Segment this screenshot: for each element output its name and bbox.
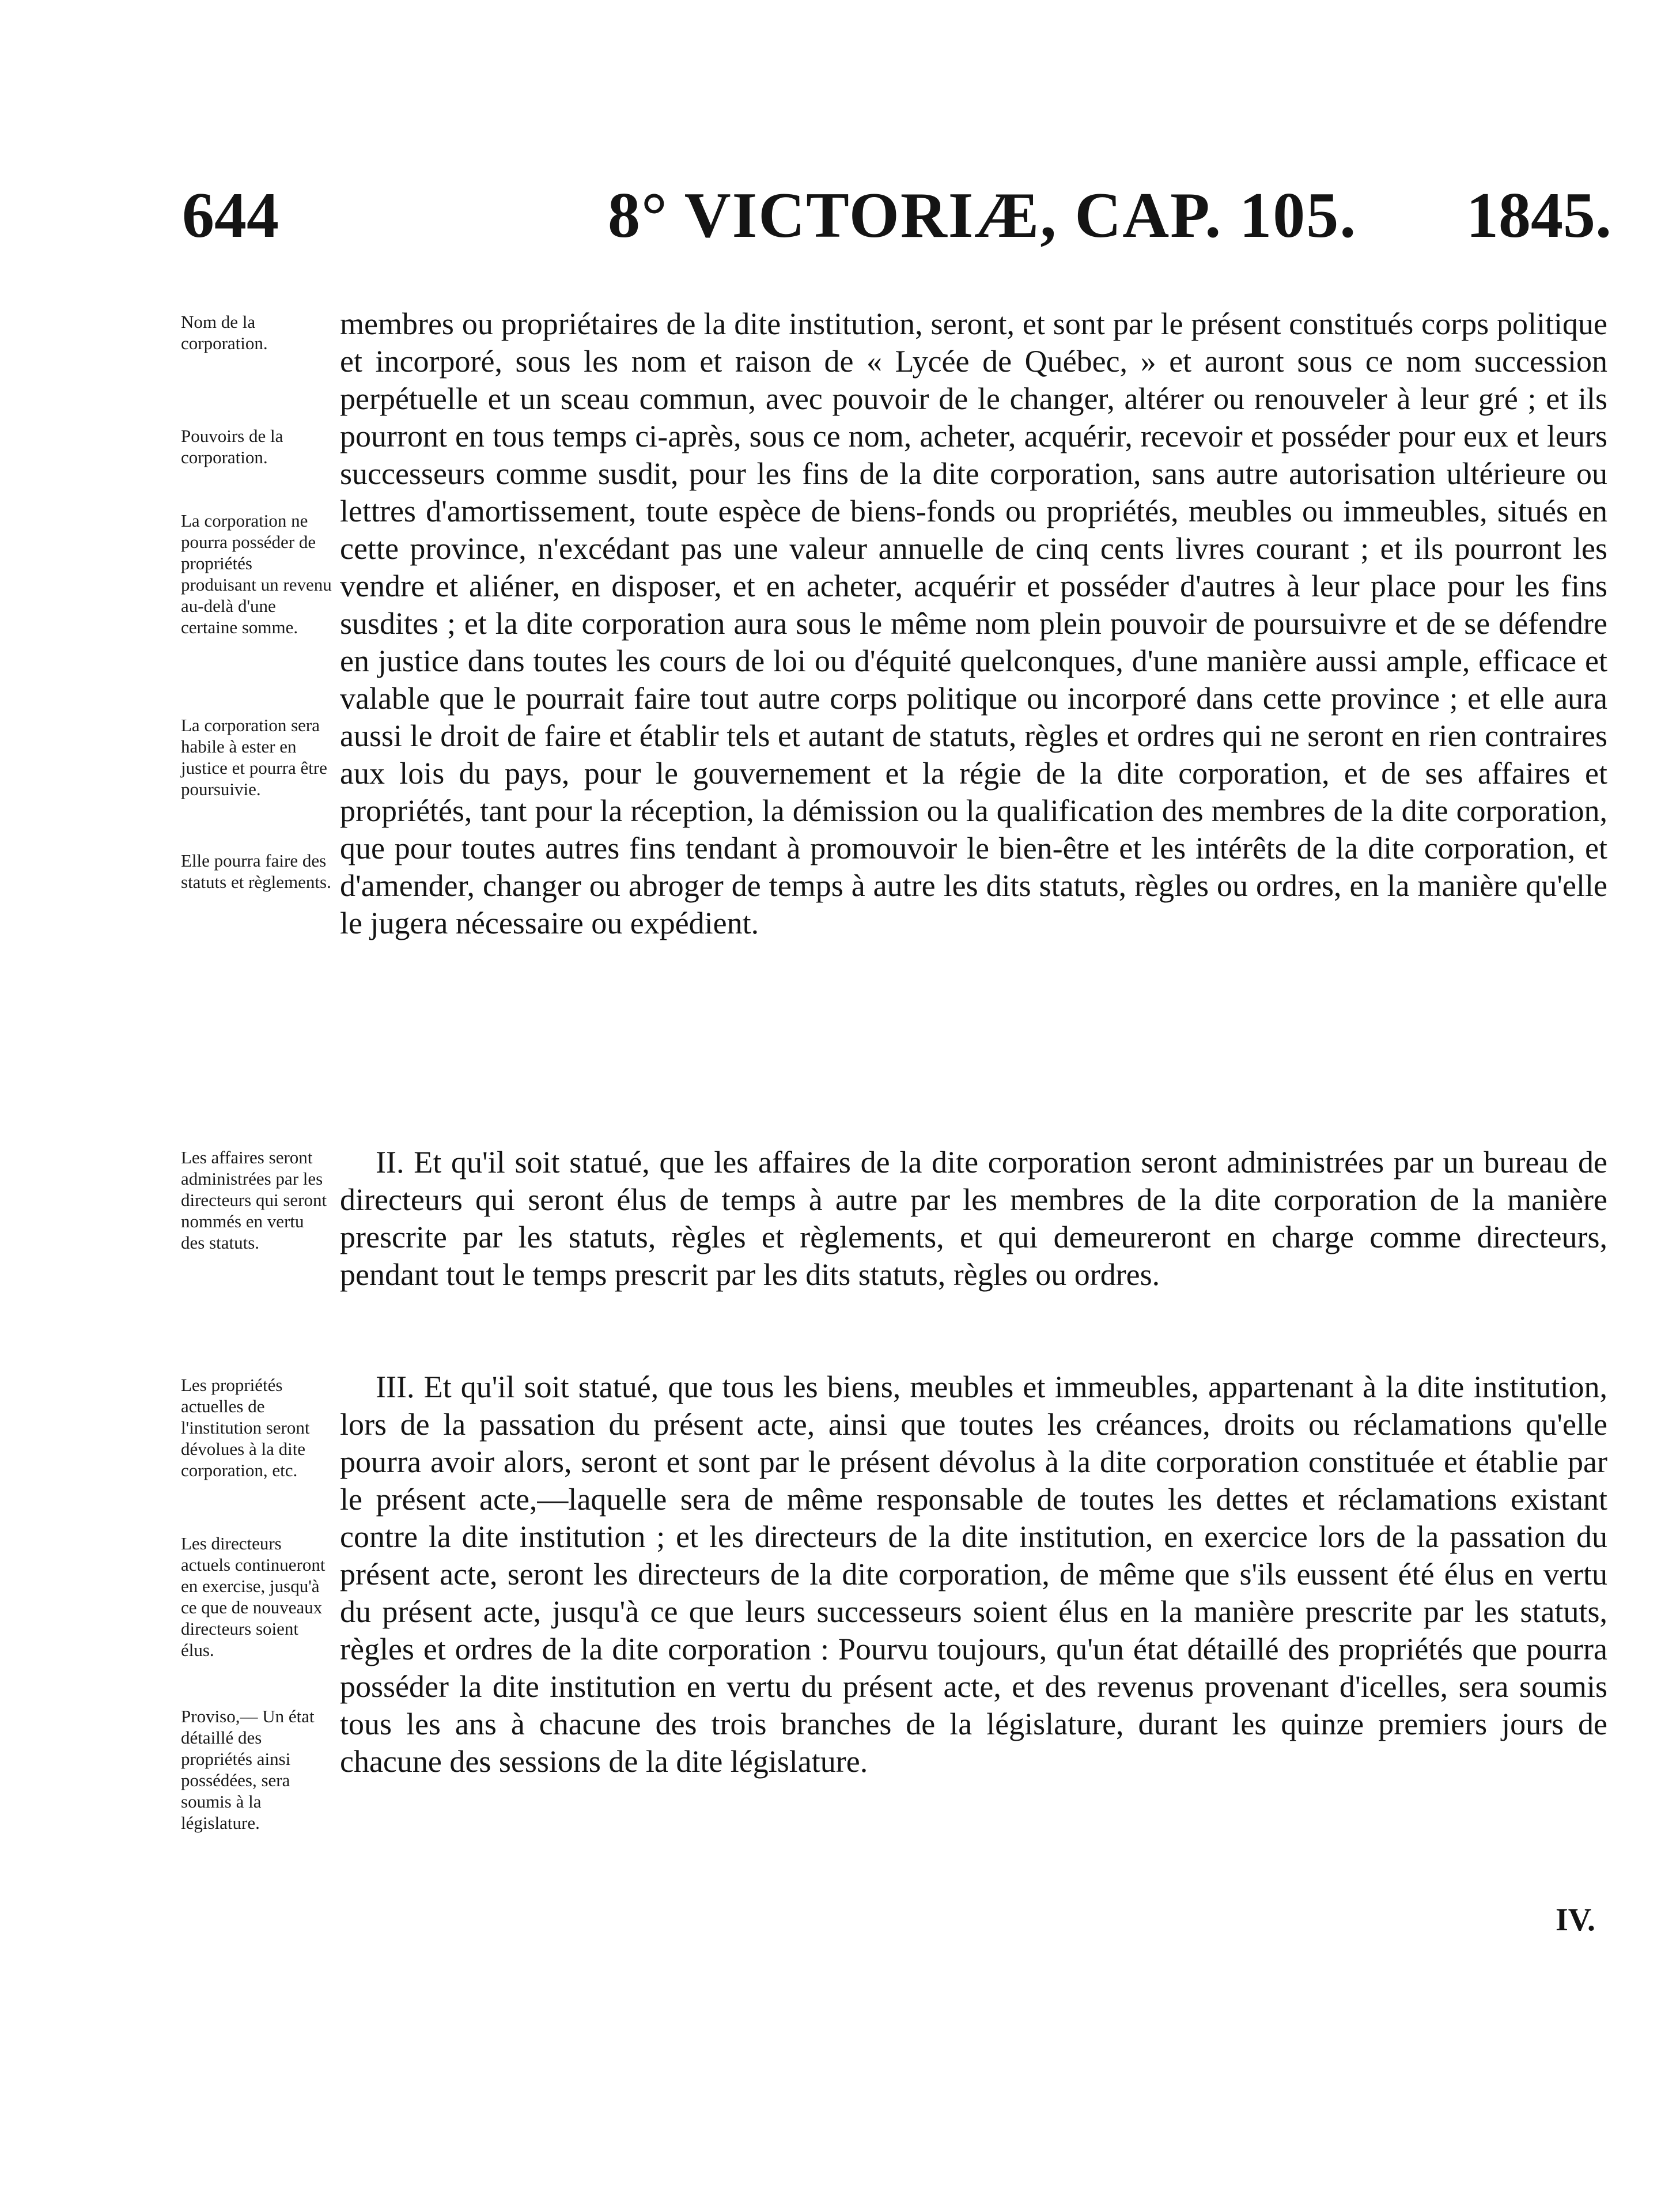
margin-note-statutes: Elle pourra faire des statuts et règlements. xyxy=(181,850,331,892)
margin-note-revenue-limit: La corporation ne pourra posséder de propriétés produisant un revenu au-delà d'une certaine somme. xyxy=(181,511,332,637)
catchword: IV. xyxy=(1556,1902,1596,1938)
running-title: 8° VICTORIÆ, CAP. 105. xyxy=(608,180,1357,251)
paragraph-section-2: II. Et qu'il soit statué, que les affaires de la dite corporation seront administrées par un bureau de directeurs qui seront élus de temps à autre par les membres de la dite corporation de la manière prescrite par les statuts, règles et règlements, et qui demeureront en charge comme directeurs, pendant tout le temps prescrit par les dits statuts, règles ou ordres. xyxy=(340,1145,1607,1292)
paragraph-section-1: membres ou propriétaires de la dite institution, seront, et sont par le présent constitués corps politique et incorporé, sous les nom et raison de « Lycée de Québec, » et auront sous ce nom succession perpétuelle et un sceau commun, avec pouvoir de le changer, altérer ou renouveler à leur gré ; et ils pourront en tous temps ci-après, sous ce nom, acheter, acquérir, recevoir et posséder pour eux et leurs successeurs comme susdit, pour les fins de la dite corporation, sans autre autorisation ultérieure ou lettres d'amortissement, toute espèce de biens-fonds ou propriétés, meubles ou immeubles, situés en cette province, n'excédant pas une valeur annuelle de cinq cents livres courant ; et ils pourront les vendre et aliéner, en disposer, et en acheter, acquérir et posséder d'autres à leur place pour les fins susdites ; et la dite corporation aura sous le même nom plein pouvoir de poursuivre et de se défendre en justice dans toutes les cours de loi ou d'équité quelconques, d'une manière aussi ample, efficace et valable que le pourrait faire tout autre corps politique ou incorporé dans cette province ; et elle aura aussi le droit de faire et établir tels et autant de statuts, règles et ordres qui ne seront en rien contraires aux lois du pays, pour le gouvernement et la régie de la dite corporation, et de ses affaires et propriétés, tant pour la réception, la démission ou la qualification des membres de la dite corporation, que pour toutes autres fins tendant à promouvoir le bien-être et les intérêts de la dite corporation, et d'amender, changer ou abroger de temps à autre les dits statuts, règles ou ordres, en la manière qu'elle le jugera nécessaire ou expédient. xyxy=(340,307,1607,940)
margin-note-legal-standing: La corporation sera habile à ester en justice et pourra être poursuivie. xyxy=(181,715,327,799)
section-i-continuation xyxy=(340,305,1607,942)
paragraph-section-3: III. Et qu'il soit statué, que tous les biens, meubles et immeubles, appartenant à la dite institution, lors de la passation du présent acte, ainsi que toutes les créances, droits ou réclamations qu'elle pourra avoir alors, seront et sont par le présent dévolus à la dite corporation constituée et établie par le présent acte,—laquelle sera de même responsable de toutes les dettes et réclamations existant contre la dite institution ; et les directeurs de la dite institution, en exercice lors de la passation du présent acte, seront les directeurs de la dite corporation, de même que s'ils eussent été élus en vertu du présent acte, jusqu'à ce que leurs successeurs soient élus en la manière prescrite par les statuts, règles et ordres de la dite corporation : Pourvu toujours, qu'un état détaillé des propriétés que pourra posséder la dite institution en vertu du présent acte, et des revenus provenant d'icelles, sera soumis tous les ans à chacune des trois branches de la législature, durant les quinze premiers jours de chacune des sessions de la dite législature. xyxy=(340,1370,1607,1779)
margin-note-current-directors: Les directeurs actuels continueront en exercise, jusqu'à ce que de nouveaux directeurs soient élus. xyxy=(181,1533,326,1660)
margin-note-property-vested: Les propriétés actuelles de l'institution seront dévolues à la dite corporation, etc. xyxy=(181,1375,310,1480)
section-ii xyxy=(340,1144,1607,1294)
page-number: 644 xyxy=(182,180,279,251)
section-iii xyxy=(340,1368,1607,1780)
margin-note-powers: Pouvoirs de la corporation. xyxy=(181,426,283,467)
header-year: 1845. xyxy=(1466,180,1611,251)
margin-note-proviso: Proviso,— Un état détaillé des propriétés ainsi possédées, sera soumis à la législature. xyxy=(181,1706,315,1833)
margin-note-directors: Les affaires seront administrées par les directeurs qui seront nommés en vertu des statuts. xyxy=(181,1147,327,1253)
margin-note-corporation-name: Nom de la corporation. xyxy=(181,312,268,353)
